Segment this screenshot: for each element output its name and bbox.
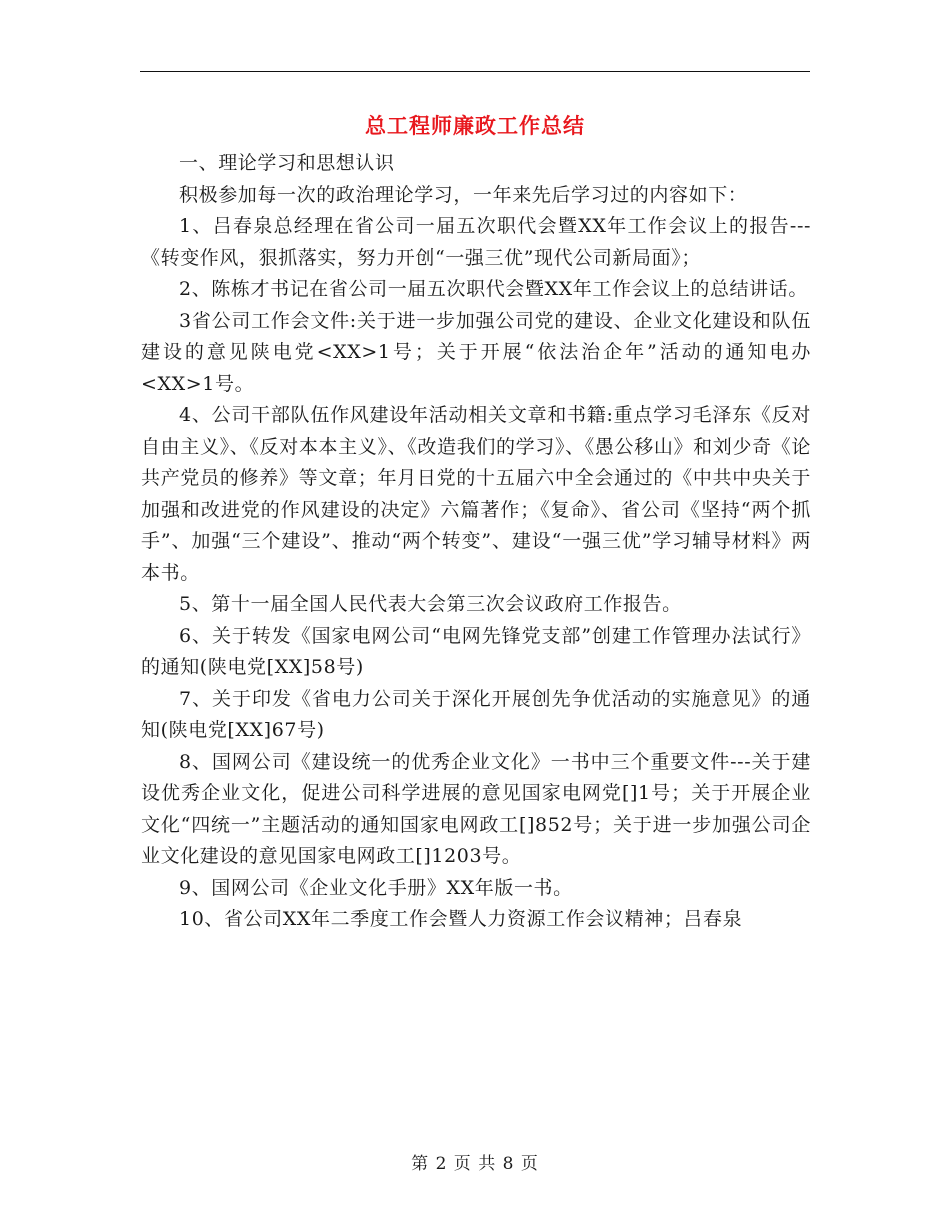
list-item: 4、公司干部队伍作风建设年活动相关文章和书籍:重点学习毛泽东《反对自由主义》、《反对本本主义》、《改造我们的学习》、《愚公移山》和刘少奇《论共产党员的修养》等文章；年月日党的十五届六中全会通过的《中共中央关于加强和改进党的作风建设的决定》六篇著作；《复命》、省公司《坚持“两个抓手”、加强“三个建设”、推动“两个转变”、建设“一强三优”学习辅导材料》两本书。 bbox=[141, 404, 811, 584]
list-item: 2、陈栋才书记在省公司一届五次职代会暨XX年工作会议上的总结讲话。 bbox=[179, 278, 808, 300]
document-title: 总工程师廉政工作总结 bbox=[365, 113, 585, 138]
list-item: 6、关于转发《国家电网公司“电网先锋党支部”创建工作管理办法试行》的通知(陕电党[XX]58号) bbox=[141, 624, 811, 678]
header-rule bbox=[140, 71, 810, 72]
list-item: 7、关于印发《省电力公司关于深化开展创先争优活动的实施意见》的通知(陕电党[XX]67号) bbox=[141, 687, 811, 741]
paragraph: 积极参加每一次的政治理论学习，一年来先后学习过的内容如下： bbox=[179, 183, 748, 206]
list-item: 9、国网公司《企业文化手册》XX年版一书。 bbox=[179, 876, 573, 899]
list-item: 8、国网公司《建设统一的优秀企业文化》一书中三个重要文件---关于建设优秀企业文化，促进公司科学进展的意见国家电网党[]1号；关于开展企业文化“四统一”主题活动的通知国家电网政工[]852号；关于进一步加强公司企业文化建设的意见国家电网政工[]1203号。 bbox=[141, 750, 811, 867]
page-number: 第 2 页 共 8 页 bbox=[411, 1154, 539, 1174]
list-item: 5、第十一届全国人民代表大会第三次会议政府工作报告。 bbox=[179, 593, 682, 615]
list-item: 10、省公司XX年二季度工作会暨人力资源工作会议精神；吕春泉 bbox=[179, 908, 743, 930]
section-heading: 一、理论学习和思想认识 bbox=[179, 152, 395, 174]
document-body bbox=[141, 148, 811, 936]
list-item: 1、吕春泉总经理在省公司一届五次职代会暨XX年工作会议上的报告---《转变作风，狠抓落实，努力开创“一强三优”现代公司新局面》； bbox=[141, 215, 811, 269]
list-item: 3省公司工作会文件:关于进一步加强公司党的建设、企业文化建设和队伍建设的意见陕电党<XX>1号；关于开展“依法治企年”活动的通知电办<XX>1号。 bbox=[141, 309, 811, 395]
